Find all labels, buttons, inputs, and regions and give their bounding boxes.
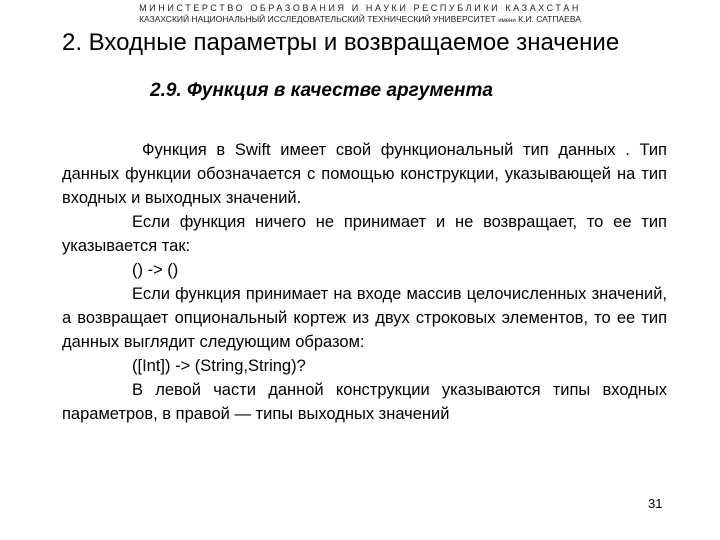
- paragraph-array-function: Если функция принимает на входе массив целочисленных значений, а возвращает опциональный кортеж из двух строковых элементов, то ее тип данных выглядит следующим образом:: [62, 285, 667, 351]
- code-void-signature: () -> (): [132, 261, 179, 279]
- page-number: 31: [648, 496, 663, 511]
- paragraph-left-right: В левой части данной конструкции указываются типы входных параметров, в правой — типы выходных значений: [62, 381, 667, 423]
- university-name: КАЗАХСКИЙ НАЦИОНАЛЬНЫЙ ИССЛЕДОВАТЕЛЬСКИЙ ТЕХНИЧЕСКИЙ УНИВЕРСИТЕТ: [139, 14, 496, 24]
- paragraph-function-type: Функция в Swift имеет свой функциональный тип данных . Тип данных функции обозначается с помощью конструкции, указывающей на тип входных и выходных значений.: [62, 141, 667, 207]
- university-header: [0, 14, 720, 24]
- paragraph-void-function: Если функция ничего не принимает и не возвращает, то ее тип указывается так:: [62, 213, 667, 255]
- slide-subtitle: 2.9. Функция в качестве аргумента: [150, 80, 493, 101]
- ministry-header: МИНИСТЕРСТВО ОБРАЗОВАНИЯ И НАУКИ РЕСПУБЛИКИ КАЗАХСТАН: [139, 3, 581, 13]
- slide-title: 2. Входные параметры и возвращаемое значение: [62, 29, 620, 56]
- slide-body: [62, 138, 667, 426]
- university-named: имени: [498, 18, 516, 24]
- code-array-signature: ([Int]) -> (String,String)?: [132, 357, 306, 375]
- university-person: К.И. САТПАЕВА: [518, 14, 581, 24]
